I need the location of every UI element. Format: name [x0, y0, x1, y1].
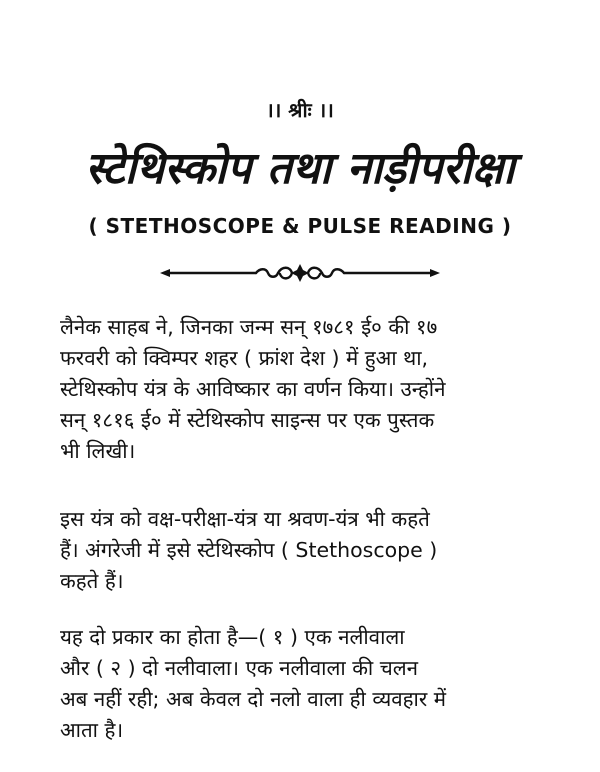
page-title: स्टेथिस्कोप तथा नाड़ीपरीक्षा	[85, 143, 515, 194]
text-line: आता है।	[60, 718, 124, 742]
text-line: हैं। अंगरेजी में इसे स्टेथिस्कोप ( Stethoscope )	[60, 538, 438, 562]
invocation: ।। श्रीः ।।	[266, 98, 334, 122]
paragraph-1	[14, 312, 590, 467]
text-line: सन् १८१६ ई० में स्टेथिस्कोप साइन्स पर एक पुस्तक	[60, 408, 435, 432]
page-subtitle: ( STETHOSCOPE & PULSE READING )	[88, 214, 512, 238]
text-line: फरवरी को क्विम्पर शहर ( फ्रांश देश ) में हुआ था,	[60, 346, 429, 370]
text-line: यह दो प्रकार का होता है—( १ ) एक नलीवाला	[60, 625, 405, 649]
paragraph-3	[14, 622, 590, 746]
paragraph-2	[14, 504, 590, 597]
text-line: कहते हैं।	[60, 569, 124, 593]
text-line: लैनेक साहब ने, जिनका जन्म सन् १७८१ ई० की १७	[60, 315, 438, 339]
text-line: और ( २ ) दो नलीवाला। एक नलीवाला की चलन	[60, 656, 419, 680]
text-line: अब नहीं रही; अब केवल दो नलो वाला ही व्यवहार में	[60, 687, 447, 711]
text-line: स्टेथिस्कोप यंत्र के आविष्कार का वर्णन किया। उन्होंने	[60, 377, 446, 401]
text-line: भी लिखी।	[60, 439, 136, 463]
text-line: इस यंत्र को वक्ष-परीक्षा-यंत्र या श्रवण-यंत्र भी कहते	[60, 507, 430, 531]
ornamental-divider-icon	[160, 262, 440, 284]
